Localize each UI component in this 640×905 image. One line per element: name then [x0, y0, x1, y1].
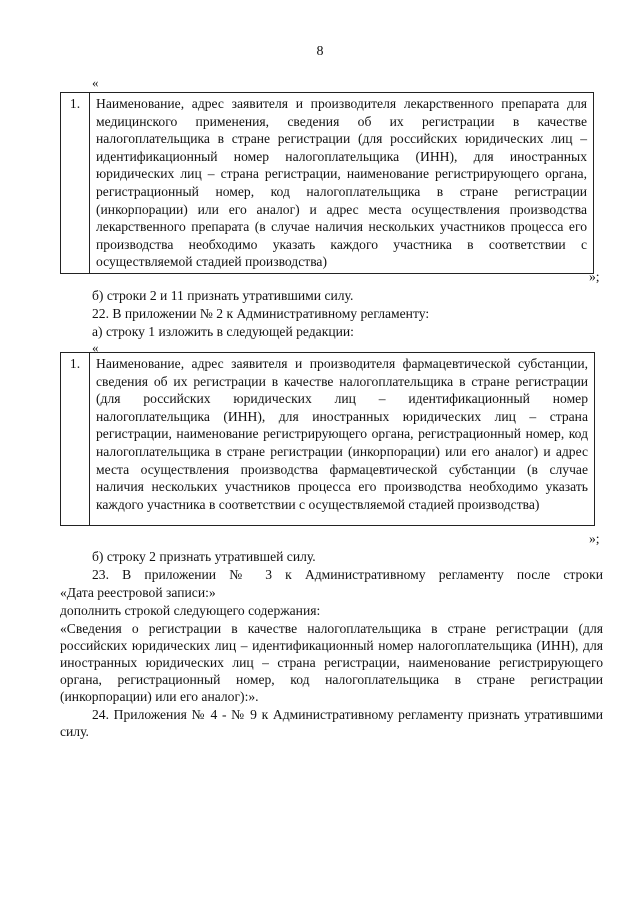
- item-22-heading: 22. В приложении № 2 к Административному регламенту:: [92, 306, 430, 321]
- table-row: [61, 353, 595, 526]
- row-text: Наименование, адрес заявителя и производителя лекарственного препарата для медицинского применения, сведения об их регистрации в качестве налогоплательщика в стране регистрации (для российских юридических лиц – идентификационный номер налогоплательщика (ИНН), для иностранных юридических лиц – страна регистрации, наименование регистрирующего органа, регистрационный номер, код налогоплательщика в стране регистрации (инкорпорации) или его аналог) и адрес места осуществления производства лекарственного препарата (в случае наличия нескольких участников процесса его производства необходимо указать каждого участника в соответствии с осуществляемой стадией производства): [90, 93, 594, 274]
- row-text: Наименование, адрес заявителя и производителя фармацевтической субстанции, сведения об их регистрации в качестве налогоплательщика в стране регистрации (для российских юридических лиц – идентификационный номер налогоплательщика (ИНН), для иностранных юридических лиц – страна регистрации, наименование регистрирующего органа, регистрационный номер, код налогоплательщика в стране регистрации (инкорпорации) или его аналог) и адрес места осуществления производства фармацевтической субстанции (в случае наличия нескольких участников процесса его производства необходимо указать каждого участника в соответствии с осуществляемой стадией производства): [90, 353, 595, 526]
- close-quote-1: »;: [589, 269, 600, 284]
- open-quote-1: «: [92, 75, 99, 90]
- amendment-table-2: [60, 352, 595, 526]
- row-number: 1.: [61, 93, 90, 274]
- item-23-line2: «Дата реестровой записи:»: [60, 585, 216, 600]
- item-23-line3: дополнить строкой следующего содержания:: [60, 603, 321, 618]
- row-number: 1.: [61, 353, 90, 526]
- table-row: [61, 93, 594, 274]
- close-quote-2: »;: [589, 531, 600, 546]
- amendment-table-1: [60, 92, 594, 274]
- page-number: 8: [316, 44, 324, 59]
- item-b-row-2: б) строку 2 признать утратившей силу.: [92, 549, 316, 564]
- item-24: 24. Приложения № 4 - № 9 к Административному регламенту признать утратившими силу.: [60, 707, 603, 739]
- item-b-rows-2-11: б) строки 2 и 11 признать утратившими силу.: [92, 288, 354, 303]
- item-23-line1: 23. В приложении № 3 к Административному регламенту после строки: [92, 567, 603, 582]
- open-quote-2: «: [92, 340, 99, 355]
- item-23-quote: «Сведения о регистрации в качестве налогоплательщика в стране регистрации (для российских юридических лиц – идентификационный номер налогоплательщика (ИНН), для иностранных юридических лиц – страна регистрации, наименование регистрирующего органа, регистрационный номер, код налогоплательщика в стране регистрации (инкорпорации) или его аналог):».: [60, 621, 603, 704]
- item-22a: а) строку 1 изложить в следующей редакции:: [92, 324, 354, 339]
